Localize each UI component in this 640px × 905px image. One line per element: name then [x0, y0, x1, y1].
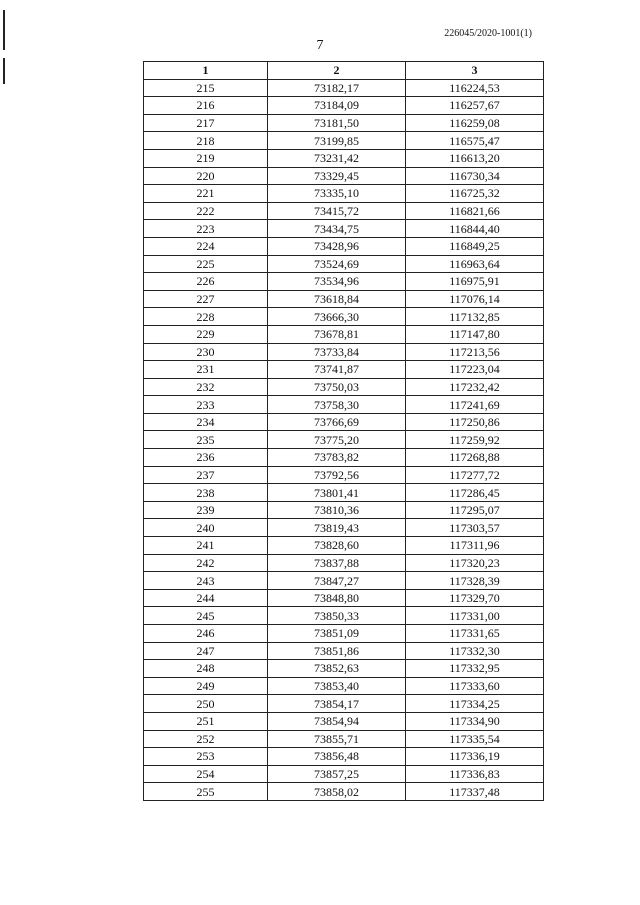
x-coordinate-cell: 73783,82 [268, 449, 406, 467]
x-coordinate-cell: 73434,75 [268, 220, 406, 238]
y-coordinate-cell: 116821,66 [406, 202, 544, 220]
table-row [144, 378, 544, 396]
x-coordinate-cell: 73851,09 [268, 625, 406, 643]
y-coordinate-cell: 116725,32 [406, 185, 544, 203]
table-row [144, 255, 544, 273]
point-number-cell: 249 [144, 677, 268, 695]
y-coordinate-cell: 117333,60 [406, 677, 544, 695]
x-coordinate-cell: 73199,85 [268, 132, 406, 150]
table-row [144, 343, 544, 361]
x-coordinate-cell: 73181,50 [268, 114, 406, 132]
y-coordinate-cell: 117332,30 [406, 642, 544, 660]
table-row [144, 607, 544, 625]
table-row [144, 660, 544, 678]
y-coordinate-cell: 117132,85 [406, 308, 544, 326]
table-row [144, 361, 544, 379]
point-number-cell: 229 [144, 325, 268, 343]
point-number-cell: 246 [144, 625, 268, 643]
x-coordinate-cell: 73850,33 [268, 607, 406, 625]
y-coordinate-cell: 116730,34 [406, 167, 544, 185]
point-number-cell: 252 [144, 730, 268, 748]
x-coordinate-cell: 73847,27 [268, 572, 406, 590]
x-coordinate-cell: 73415,72 [268, 202, 406, 220]
x-coordinate-cell: 73792,56 [268, 466, 406, 484]
x-coordinate-cell: 73733,84 [268, 343, 406, 361]
table-row [144, 290, 544, 308]
table-row [144, 783, 544, 801]
table-row [144, 413, 544, 431]
y-coordinate-cell: 116849,25 [406, 237, 544, 255]
x-coordinate-cell: 73678,81 [268, 325, 406, 343]
table-row [144, 572, 544, 590]
point-number-cell: 255 [144, 783, 268, 801]
y-coordinate-cell: 117334,90 [406, 712, 544, 730]
table-row [144, 554, 544, 572]
table-row [144, 132, 544, 150]
table-row [144, 712, 544, 730]
point-number-cell: 234 [144, 413, 268, 431]
point-number-cell: 238 [144, 484, 268, 502]
x-coordinate-cell: 73857,25 [268, 765, 406, 783]
table-row [144, 167, 544, 185]
y-coordinate-cell: 117268,88 [406, 449, 544, 467]
x-coordinate-cell: 73758,30 [268, 396, 406, 414]
table-body [144, 79, 544, 800]
x-coordinate-cell: 73184,09 [268, 97, 406, 115]
point-number-cell: 240 [144, 519, 268, 537]
x-coordinate-cell: 73741,87 [268, 361, 406, 379]
point-number-cell: 236 [144, 449, 268, 467]
x-coordinate-cell: 73852,63 [268, 660, 406, 678]
table-row [144, 396, 544, 414]
point-number-cell: 222 [144, 202, 268, 220]
point-number-cell: 233 [144, 396, 268, 414]
x-coordinate-cell: 73231,42 [268, 149, 406, 167]
y-coordinate-cell: 117241,69 [406, 396, 544, 414]
y-coordinate-cell: 117320,23 [406, 554, 544, 572]
document-number: 226045/2020-1001(1) [444, 28, 532, 39]
x-coordinate-cell: 73182,17 [268, 79, 406, 97]
x-coordinate-cell: 73851,86 [268, 642, 406, 660]
column-header-1: 1 [144, 62, 268, 80]
table-row [144, 484, 544, 502]
point-number-cell: 243 [144, 572, 268, 590]
table-row [144, 79, 544, 97]
table-row [144, 589, 544, 607]
point-number-cell: 247 [144, 642, 268, 660]
point-number-cell: 220 [144, 167, 268, 185]
point-number-cell: 230 [144, 343, 268, 361]
table-row [144, 748, 544, 766]
column-header-3: 3 [406, 62, 544, 80]
y-coordinate-cell: 116613,20 [406, 149, 544, 167]
point-number-cell: 235 [144, 431, 268, 449]
point-number-cell: 217 [144, 114, 268, 132]
table-row [144, 625, 544, 643]
y-coordinate-cell: 116259,08 [406, 114, 544, 132]
x-coordinate-cell: 73335,10 [268, 185, 406, 203]
table-row [144, 765, 544, 783]
point-number-cell: 221 [144, 185, 268, 203]
y-coordinate-cell: 117277,72 [406, 466, 544, 484]
table-row [144, 308, 544, 326]
point-number-cell: 244 [144, 589, 268, 607]
x-coordinate-cell: 73766,69 [268, 413, 406, 431]
y-coordinate-cell: 117286,45 [406, 484, 544, 502]
y-coordinate-cell: 116844,40 [406, 220, 544, 238]
x-coordinate-cell: 73775,20 [268, 431, 406, 449]
point-number-cell: 239 [144, 501, 268, 519]
y-coordinate-cell: 117250,86 [406, 413, 544, 431]
y-coordinate-cell: 117259,92 [406, 431, 544, 449]
table-row [144, 202, 544, 220]
table-row [144, 220, 544, 238]
table-row [144, 114, 544, 132]
table-row [144, 273, 544, 291]
table-row [144, 519, 544, 537]
x-coordinate-cell: 73856,48 [268, 748, 406, 766]
x-coordinate-cell: 73329,45 [268, 167, 406, 185]
point-number-cell: 251 [144, 712, 268, 730]
point-number-cell: 254 [144, 765, 268, 783]
point-number-cell: 218 [144, 132, 268, 150]
y-coordinate-cell: 117336,83 [406, 765, 544, 783]
page-number: 7 [316, 38, 324, 53]
table-row [144, 537, 544, 555]
x-coordinate-cell: 73858,02 [268, 783, 406, 801]
y-coordinate-cell: 117331,65 [406, 625, 544, 643]
y-coordinate-cell: 117332,95 [406, 660, 544, 678]
table-row [144, 642, 544, 660]
y-coordinate-cell: 117076,14 [406, 290, 544, 308]
x-coordinate-cell: 73853,40 [268, 677, 406, 695]
y-coordinate-cell: 116257,67 [406, 97, 544, 115]
y-coordinate-cell: 116575,47 [406, 132, 544, 150]
table-row [144, 149, 544, 167]
point-number-cell: 223 [144, 220, 268, 238]
y-coordinate-cell: 117337,48 [406, 783, 544, 801]
y-coordinate-cell: 117328,39 [406, 572, 544, 590]
point-number-cell: 241 [144, 537, 268, 555]
x-coordinate-cell: 73854,17 [268, 695, 406, 713]
point-number-cell: 219 [144, 149, 268, 167]
x-coordinate-cell: 73666,30 [268, 308, 406, 326]
table-row [144, 237, 544, 255]
table-row [144, 325, 544, 343]
x-coordinate-cell: 73750,03 [268, 378, 406, 396]
y-coordinate-cell: 116963,64 [406, 255, 544, 273]
point-number-cell: 225 [144, 255, 268, 273]
left-margin-mark-bottom [3, 58, 5, 84]
point-number-cell: 231 [144, 361, 268, 379]
x-coordinate-cell: 73534,96 [268, 273, 406, 291]
x-coordinate-cell: 73524,69 [268, 255, 406, 273]
y-coordinate-cell: 117331,00 [406, 607, 544, 625]
y-coordinate-cell: 117223,04 [406, 361, 544, 379]
point-number-cell: 232 [144, 378, 268, 396]
table-row [144, 466, 544, 484]
y-coordinate-cell: 117295,07 [406, 501, 544, 519]
point-number-cell: 228 [144, 308, 268, 326]
x-coordinate-cell: 73428,96 [268, 237, 406, 255]
point-number-cell: 248 [144, 660, 268, 678]
point-number-cell: 224 [144, 237, 268, 255]
coordinates-table [143, 61, 544, 801]
y-coordinate-cell: 117213,56 [406, 343, 544, 361]
y-coordinate-cell: 116975,91 [406, 273, 544, 291]
table-row [144, 501, 544, 519]
point-number-cell: 237 [144, 466, 268, 484]
x-coordinate-cell: 73855,71 [268, 730, 406, 748]
table-header-row [144, 62, 544, 80]
x-coordinate-cell: 73618,84 [268, 290, 406, 308]
point-number-cell: 216 [144, 97, 268, 115]
x-coordinate-cell: 73810,36 [268, 501, 406, 519]
point-number-cell: 245 [144, 607, 268, 625]
point-number-cell: 242 [144, 554, 268, 572]
point-number-cell: 226 [144, 273, 268, 291]
table-row [144, 431, 544, 449]
x-coordinate-cell: 73828,60 [268, 537, 406, 555]
y-coordinate-cell: 117147,80 [406, 325, 544, 343]
x-coordinate-cell: 73819,43 [268, 519, 406, 537]
x-coordinate-cell: 73837,88 [268, 554, 406, 572]
y-coordinate-cell: 117311,96 [406, 537, 544, 555]
point-number-cell: 227 [144, 290, 268, 308]
table-row [144, 695, 544, 713]
column-header-2: 2 [268, 62, 406, 80]
y-coordinate-cell: 117336,19 [406, 748, 544, 766]
table-row [144, 449, 544, 467]
x-coordinate-cell: 73848,80 [268, 589, 406, 607]
point-number-cell: 215 [144, 79, 268, 97]
table-row [144, 185, 544, 203]
y-coordinate-cell: 117303,57 [406, 519, 544, 537]
y-coordinate-cell: 116224,53 [406, 79, 544, 97]
x-coordinate-cell: 73854,94 [268, 712, 406, 730]
table-row [144, 677, 544, 695]
x-coordinate-cell: 73801,41 [268, 484, 406, 502]
y-coordinate-cell: 117232,42 [406, 378, 544, 396]
table-row [144, 97, 544, 115]
point-number-cell: 253 [144, 748, 268, 766]
y-coordinate-cell: 117329,70 [406, 589, 544, 607]
point-number-cell: 250 [144, 695, 268, 713]
table-row [144, 730, 544, 748]
y-coordinate-cell: 117335,54 [406, 730, 544, 748]
y-coordinate-cell: 117334,25 [406, 695, 544, 713]
